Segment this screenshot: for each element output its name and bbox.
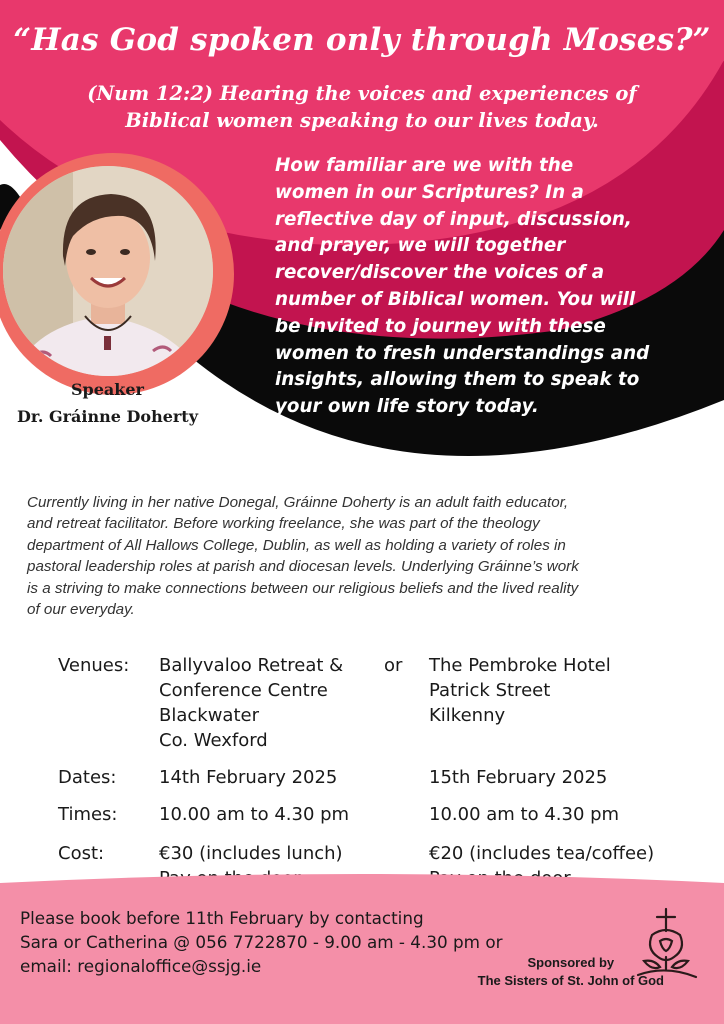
venue-1: [159, 653, 343, 753]
venue-2-line: The Pembroke Hotel: [429, 655, 611, 676]
venue-1-line: Ballyvaloo Retreat &: [159, 655, 344, 676]
time-1: 10.00 am to 4.30 pm: [159, 804, 350, 825]
venue-2-line: Patrick Street: [429, 680, 551, 701]
cost-2-line: €20 (includes tea/coffee): [429, 843, 655, 864]
booking-line: Please book before 11th February by contacting: [20, 908, 424, 928]
times-label: Times:: [58, 804, 118, 825]
bio-line: and retreat facilitator. Before working freelance, she was part of the theology: [27, 515, 540, 533]
intro-line: How familiar are we with the: [275, 155, 574, 176]
cost-1-line: €30 (includes lunch): [159, 843, 343, 864]
intro-paragraph: [275, 153, 700, 421]
dates-label: Dates:: [58, 767, 117, 788]
venue-2: [429, 653, 611, 728]
speaker-role: Speaker: [71, 380, 144, 399]
date-2: 15th February 2025: [429, 767, 608, 788]
time-2: 10.00 am to 4.30 pm: [429, 804, 620, 825]
cross-flower-logo-icon: [630, 905, 702, 985]
subtitle-line: (Num 12:2) Hearing the voices and experiences of: [87, 82, 637, 105]
speaker-photo: [3, 166, 213, 376]
booking-email-line[interactable]: email: regionaloffice@ssjg.ie: [20, 956, 262, 976]
subtitle-line: Biblical women speaking to our lives today.: [125, 109, 599, 132]
intro-line: reflective day of input, discussion,: [275, 208, 632, 230]
venue-1-line: Blackwater: [159, 705, 259, 726]
sponsor-label: Sponsored by: [527, 955, 615, 970]
sponsor-name: The Sisters of St. John of God: [477, 973, 664, 988]
bio-line: department of All Hallows College, Dublin, as well as holding a variety of roles in: [27, 536, 566, 554]
date-1: 14th February 2025: [159, 767, 338, 788]
venue-2-line: Kilkenny: [429, 705, 506, 726]
intro-line: your own life story today.: [275, 396, 539, 418]
booking-info: [20, 906, 503, 978]
intro-line: and prayer, we will together: [275, 235, 566, 257]
bio-line: is a striving to make connections between our religious beliefs and the lived reality: [27, 579, 579, 597]
bio-line: pastoral leadership roles at parish and diocesan levels. Underlying Gráinne’s work: [27, 558, 579, 576]
intro-line: recover/discover the voices of a: [275, 262, 605, 284]
speaker-name: Dr. Gráinne Doherty: [16, 407, 198, 426]
cost-label: Cost:: [58, 843, 105, 864]
intro-line: women in our Scriptures? In a: [275, 181, 584, 203]
speaker-bio: [27, 492, 707, 620]
venue-1-line: Co. Wexford: [159, 730, 268, 751]
venues-label: Venues:: [58, 655, 130, 676]
intro-line: be invited to journey with these: [275, 315, 606, 337]
intro-line: insights, allowing them to speak to: [275, 369, 640, 391]
intro-line: number of Biblical women. You will: [275, 288, 636, 310]
intro-line: women to fresh understandings and: [275, 342, 650, 364]
venue-1-line: Conference Centre: [159, 680, 328, 701]
bio-line: of our everyday.: [27, 601, 135, 619]
speaker-portrait-icon: [3, 166, 213, 376]
page-title: “Has God spoken only through Moses?”: [13, 22, 711, 58]
footer-wave: [0, 871, 724, 901]
booking-line: Sara or Catherina @ 056 7722870 - 9.00 am - 4.30 pm or: [20, 932, 503, 952]
or-separator: or: [384, 655, 403, 676]
bio-line: Currently living in her native Donegal, Gráinne Doherty is an adult faith educator,: [27, 494, 569, 511]
page-subtitle: [0, 80, 724, 134]
